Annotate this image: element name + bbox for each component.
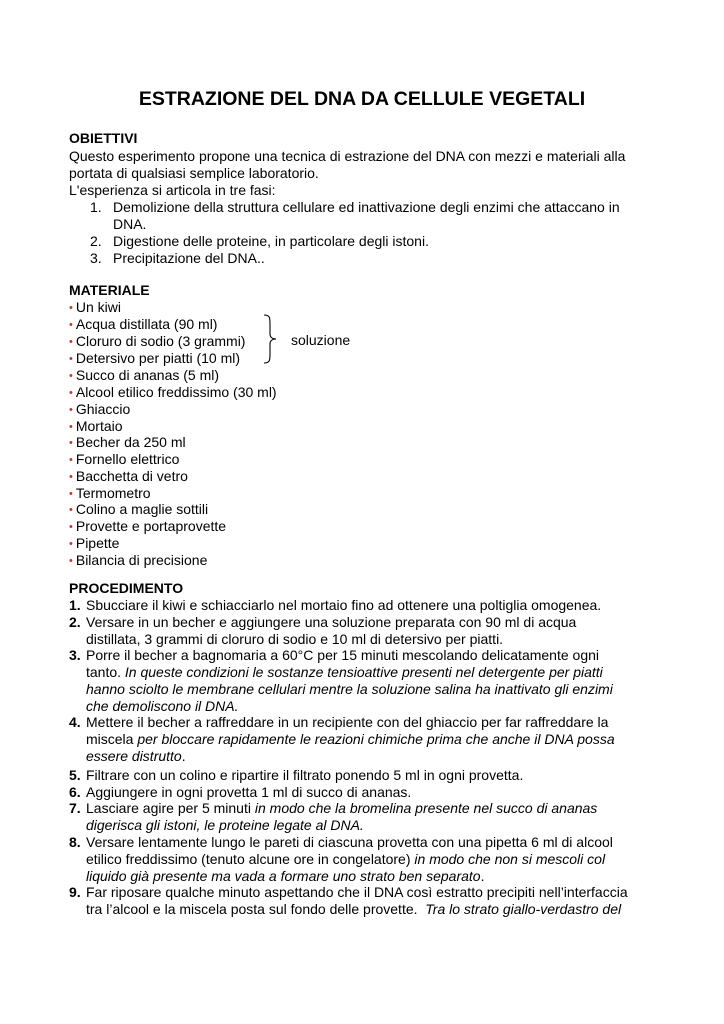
list-item: • Detersivo per piatti (10 ml) <box>69 350 241 366</box>
obiettivi-line-3: L'esperienza si articola in tre fasi: <box>69 182 276 198</box>
section-heading-obiettivi: OBIETTIVI <box>69 130 138 146</box>
list-item: • Becher da 250 ml <box>69 434 186 450</box>
list-item: • Bilancia di precisione <box>69 552 208 568</box>
step-8: 8. Versare lentamente lungo le pareti di ciascuna provetta con una pipetta 6 ml di alcool etilico freddissimo (tenuto alcune ore in congelatore) in modo che non si mescoli col liquido già presente ma vada a formare uno strato ben separato. <box>69 834 613 884</box>
fase-number: 1. <box>90 199 102 215</box>
list-item: • Alcool etilico freddissimo (30 ml) <box>69 384 277 400</box>
step-7: 7. Lasciare agire per 5 minuti in modo che la bromelina presente nel succo di ananas digerisca gli istoni, le proteine legate al DNA. <box>69 800 598 833</box>
obiettivi-line-1: Questo esperimento propone una tecnica di estrazione del DNA con mezzi e materiali alla <box>69 148 626 164</box>
fase-text: Demolizione della struttura cellulare ed inattivazione degli enzimi che attaccano in <box>113 199 620 215</box>
bullet-icon: • <box>69 454 73 466</box>
bullet-icon: • <box>69 336 73 348</box>
fase-number: 3. <box>90 250 102 266</box>
list-item: • Ghiaccio <box>69 401 131 417</box>
brace-label: soluzione <box>291 332 351 348</box>
list-item: • Acqua distillata (90 ml) <box>69 316 218 332</box>
list-item: • Pipette <box>69 535 120 551</box>
step-6: 6. Aggiungere in ogni provetta 1 ml di succo di ananas. <box>69 784 412 800</box>
step-2: 2. Versare in un becher e aggiungere una soluzione preparata con 90 ml di acqua distillata, 3 grammi di cloruro di sodio e 10 ml di detersivo per piatti. <box>69 614 577 647</box>
step-1: 1. Sbucciare il kiwi e schiacciarlo nel mortaio fino ad ottenere una poltiglia omogenea. <box>69 597 602 613</box>
fase-text: Digestione delle proteine, in particolare degli istoni. <box>113 233 429 249</box>
bullet-icon: • <box>69 404 73 416</box>
step-3: 3. Porre il becher a bagnomaria a 60°C per 15 minuti mescolando delicatamente ogni tanto. In queste condizioni le sostanze tensioattive presenti nel detergente per piatti hanno sciolto le membrane cellulari mentre la soluzione salina ha inattivato gli enzimi che demoliscono il DNA. <box>69 647 613 714</box>
step-9: 9. Far riposare qualche minuto aspettando che il DNA così estratto precipiti nell’interfaccia tra l’alcool e la miscela posta sul fondo delle provette. Tra lo strato giallo-verdastro del <box>69 884 628 917</box>
section-heading-procedimento: PROCEDIMENTO <box>69 580 184 596</box>
bullet-icon: • <box>69 319 73 331</box>
list-item: • Colino a maglie sottili <box>69 501 209 517</box>
bullet-icon: • <box>69 370 73 382</box>
bullet-icon: • <box>69 421 73 433</box>
bullet-icon: • <box>69 302 73 314</box>
step-4: 4. Mettere il becher a raffreddare in un recipiente con del ghiaccio per far raffreddare la miscela per bloccare rapidamente le reazioni chimiche prima che anche il DNA possa essere distrutto. <box>69 714 615 764</box>
bullet-icon: • <box>69 538 73 550</box>
section-heading-materiale: MATERIALE <box>69 282 150 298</box>
list-item: • Provette e portaprovette <box>69 518 227 534</box>
bullet-icon: • <box>69 471 73 483</box>
bullet-icon: • <box>69 504 73 516</box>
curly-brace-icon <box>262 314 278 364</box>
list-item: • Succo di ananas (5 ml) <box>69 367 220 383</box>
step-5: 5. Filtrare con un colino e ripartire il filtrato ponendo 5 ml in ogni provetta. <box>69 767 524 783</box>
obiettivi-line-2: portata di qualsiasi semplice laboratorio. <box>69 165 319 181</box>
fase-text-cont: DNA. <box>113 216 147 232</box>
fase-number: 2. <box>90 233 102 249</box>
list-item: • Un kiwi <box>69 299 121 315</box>
bullet-icon: • <box>69 353 73 365</box>
bullet-icon: • <box>69 437 73 449</box>
bullet-icon: • <box>69 387 73 399</box>
list-item: • Cloruro di sodio (3 grammi) <box>69 333 246 349</box>
list-item: • Termometro <box>69 485 151 501</box>
fase-text: Precipitazione del DNA.. <box>113 250 265 266</box>
bullet-icon: • <box>69 488 73 500</box>
bullet-icon: • <box>69 555 73 567</box>
bullet-icon: • <box>69 521 73 533</box>
list-item: • Fornello elettrico <box>69 451 180 467</box>
list-item: • Bacchetta di vetro <box>69 468 188 484</box>
document-title: ESTRAZIONE DEL DNA DA CELLULE VEGETALI <box>138 88 586 110</box>
list-item: • Mortaio <box>69 418 123 434</box>
